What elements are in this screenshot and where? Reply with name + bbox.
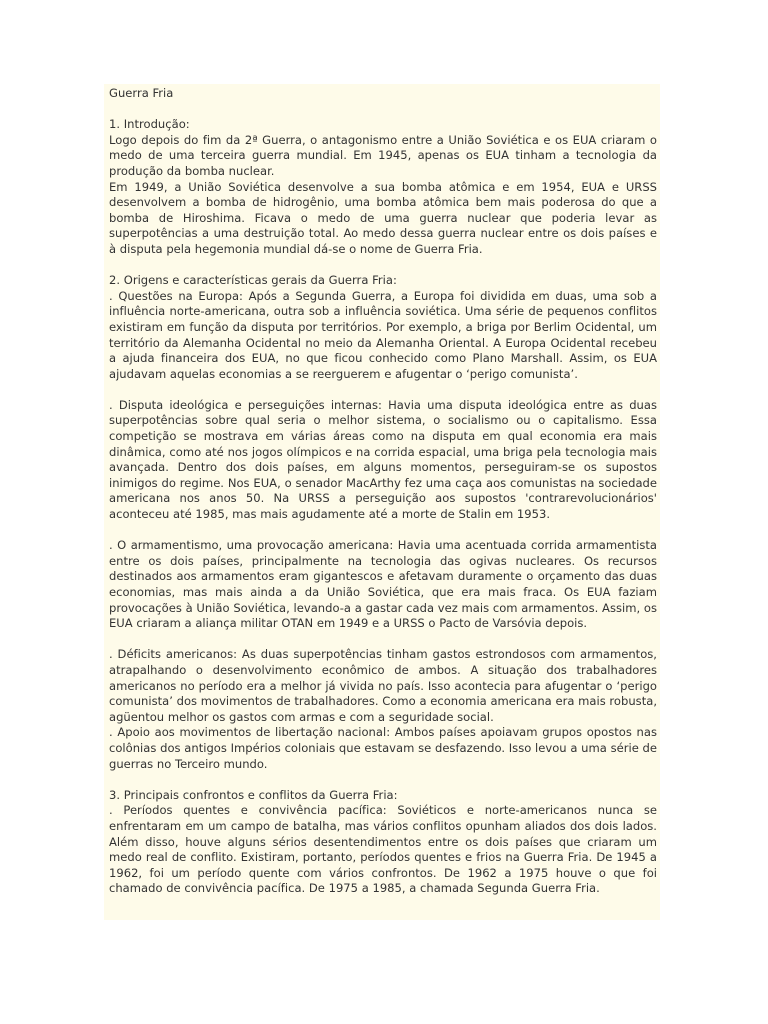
paragraph: Em 1949, a União Soviética desenvolve a sua bomba atômica e em 1954, EUA e URSS desenvolvem a bomba de hidrogênio, uma bomba atômica bem mais poderosa do que a bomba de Hiroshima. Ficava o medo de uma guerra nuclear que poderia levar as superpotências a uma destruição total. Ao medo dessa guerra nuclear entre os dois países e à disputa pela hegemonia mundial dá-se o nome de Guerra Fria. <box>109 179 657 256</box>
paragraph-gap <box>109 632 657 648</box>
document-page <box>104 84 660 920</box>
paragraph: . Disputa ideológica e perseguições internas: Havia uma disputa ideológica entre as duas superpotências sobre qual seria o melhor sistema, o socialismo ou o capitalismo. Essa competição se mostrava em várias áreas como na disputa em qual economia era mais dinâmica, como até nos jogos olímpicos e na corrida espacial, uma briga pela tecnologia mais avançada. Dentro dos dois países, em alguns momentos, perseguiram-se os supostos inimigos do regime. Nos EUA, o senador MacArthy fez uma caça aos comunistas na sociedade americana nos anos 50. Na URSS a perseguição aos supostos 'contrarevolucionários' aconteceu até 1985, mas mais agudamente até a morte de Stalin em 1953. <box>109 397 657 522</box>
paragraph: . Apoio aos movimentos de libertação nacional: Ambos países apoiavam grupos opostos nas colônias dos antigos Impérios coloniais que estavam se desfazendo. Isso levou a uma série de guerras no Terceiro mundo. <box>109 725 657 771</box>
document-title: Guerra Fria <box>109 86 174 100</box>
paragraph-gap <box>109 102 657 118</box>
paragraph-gap <box>109 523 657 539</box>
paragraph: . O armamentismo, uma provocação americana: Havia uma acentuada corrida armamentista entre os dois países, principalmente na tecnologia das ogivas nucleares. Os recursos destinados aos armamentos eram gigantescos e afetavam duramente o orçamento das duas economias, mas mais ainda a da União Soviética, que era mais fraca. Os EUA faziam provocações à União Soviética, levando-a a gastar cada vez mais com armamentos. Assim, os EUA criaram a aliança militar OTAN em 1949 e a URSS o Pacto de Varsóvia depois. <box>109 538 657 631</box>
section-heading-confrontos: 3. Principais confrontos e conflitos da Guerra Fria: <box>109 787 398 802</box>
paragraph: Logo depois do fim da 2ª Guerra, o antagonismo entre a União Soviética e os EUA criaram o medo de uma terceira guerra mundial. Em 1945, apenas os EUA tinham a tecnologia da produção da bomba nuclear. <box>109 132 657 178</box>
paragraph-gap <box>109 382 657 398</box>
document-body <box>109 86 657 897</box>
section-heading-origens: 2. Origens e características gerais da Guerra Fria: <box>109 273 397 288</box>
paragraph-gap <box>109 772 657 788</box>
section-heading-intro: 1. Introdução: <box>109 117 190 132</box>
paragraph-gap <box>109 258 657 274</box>
paragraph: . Questões na Europa: Após a Segunda Guerra, a Europa foi dividida em duas, uma sob a influência norte-americana, outra sob a influência soviética. Uma série de pequenos conflitos existiram em função da disputa por territórios. Por exemplo, a briga por Berlim Ocidental, um território da Alemanha Ocidental no meio da Alemanha Oriental. A Europa Ocidental recebeu a ajuda financeira dos EUA, no que ficou conhecido como Plano Marshall. Assim, os EUA ajudavam aquelas economias a se reerguerem e afugentar o ‘perigo comunista’. <box>109 288 657 381</box>
paragraph: . Períodos quentes e convivência pacífica: Soviéticos e norte-americanos nunca se enfrentaram em um campo de batalha, mas vários conflitos opunham aliados dos dois lados. Além disso, houve alguns sérios desentendimentos entre os dois países que criaram um medo real de conflito. Existiram, portanto, períodos quentes e frios na Guerra Fria. De 1945 a 1962, foi um período quente com vários confrontos. De 1962 a 1975 houve o que foi chamado de convivência pacífica. De 1975 a 1985, a chamada Segunda Guerra Fria. <box>109 803 657 896</box>
paragraph: . Déficits americanos: As duas superpotências tinham gastos estrondosos com armamentos, atrapalhando o desenvolvimento econômico de ambos. A situação dos trabalhadores americanos no período era a melhor já vivida no país. Isso acontecia para afugentar o ‘perigo comunista’ dos movimentos de trabalhadores. Como a economia americana era mais robusta, agüentou melhor os gastos com armas e com a seguridade social. <box>109 647 657 724</box>
